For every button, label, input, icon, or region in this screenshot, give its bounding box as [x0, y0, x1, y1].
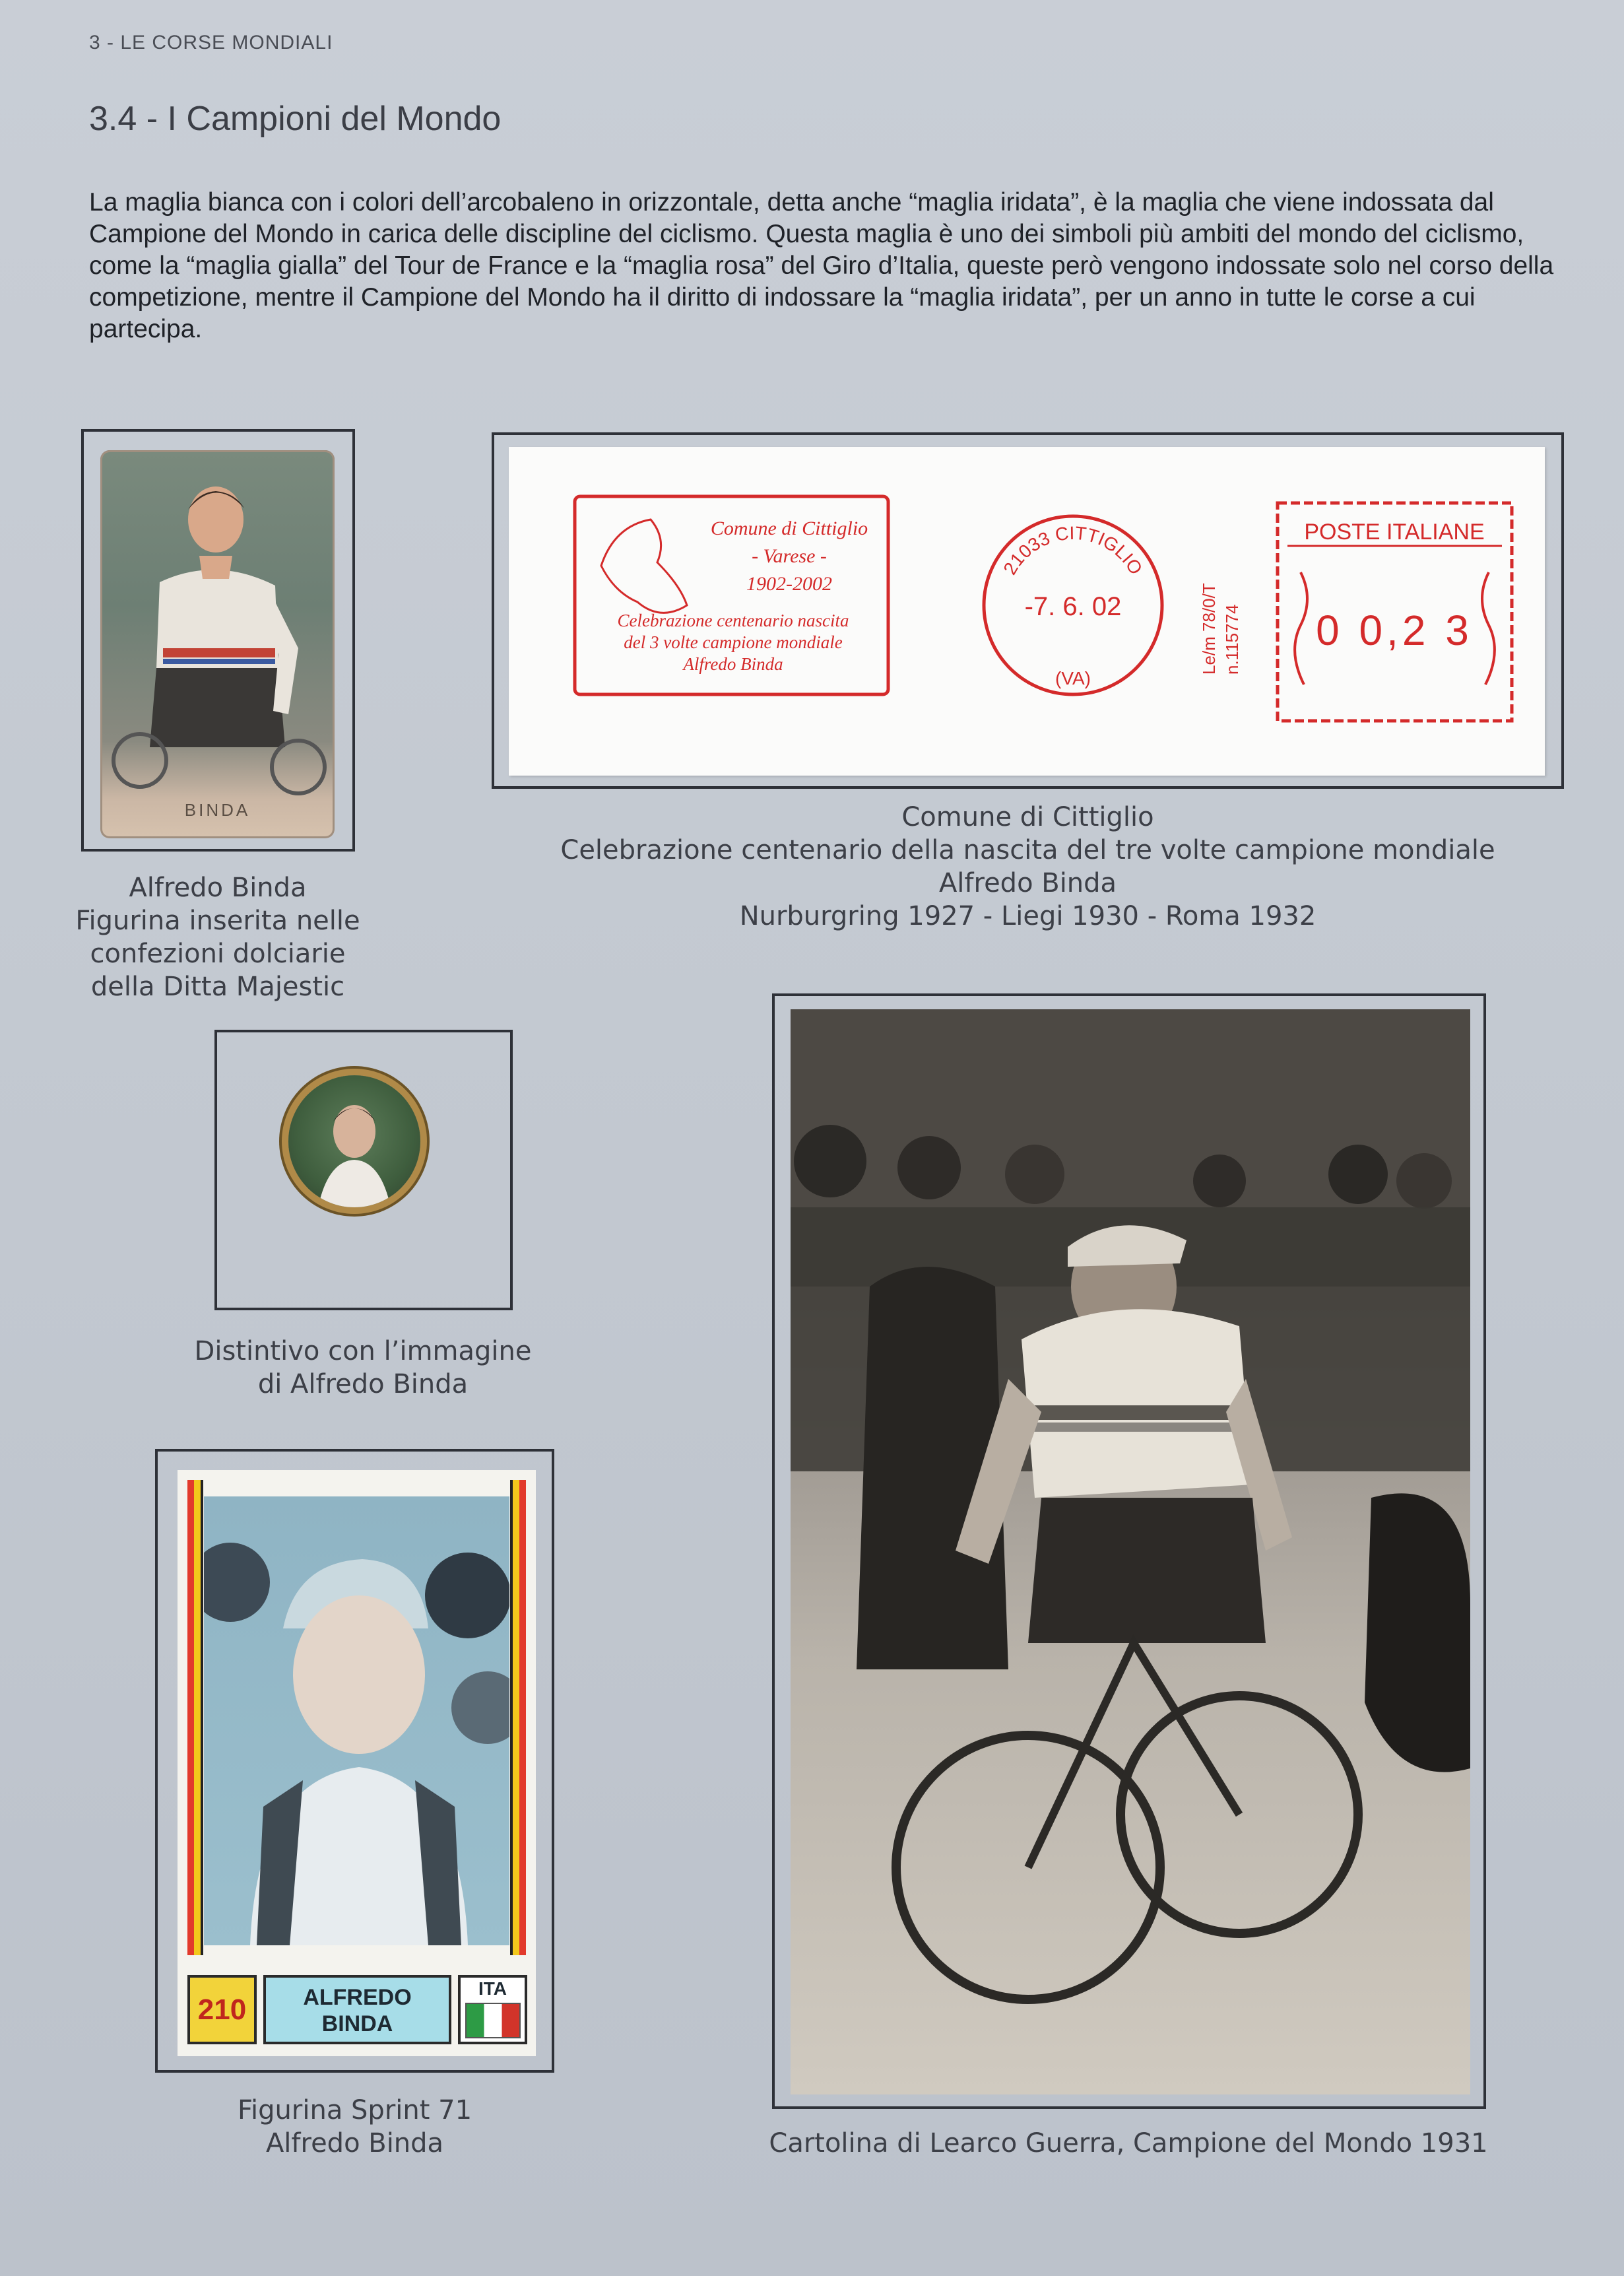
- badge-caption: Distintivo con l’immagine di Alfredo Binda: [194, 1336, 532, 1399]
- postmark-province: (VA): [1055, 668, 1091, 688]
- postmark-place: 21033 CITTIGLIO: [999, 522, 1147, 578]
- cachet-line-2: - Varese -: [752, 545, 827, 567]
- sprint-card-caption: Figurina Sprint 71 Alfredo Binda: [237, 2095, 472, 2159]
- intro-paragraph: La maglia bianca con i colori dell’arcobaleno in orizzontale, detta anche “maglia iridata”, è la maglia che viene indossata dal Campione del Mondo in carica delle discipline del ciclismo. Questa maglia è uno dei simboli più ambiti del mondo del ciclismo, come la “maglia gialla” del Tour de France e la “maglia rosa” del Giro d’Italia, queste però vengono indossate solo nel corso della competizione, mentre il Campione del Mondo ha il diritto di indossare la “maglia iridata”, per un anno in tutte le corse a cui partecipa.: [89, 188, 1554, 343]
- meter-cover-envelope: [509, 447, 1545, 776]
- section-title: 3.4 - I Campioni del Mondo: [89, 100, 502, 138]
- sprint-card-photo: [204, 1496, 509, 1945]
- cachet-line-6: Alfredo Binda: [683, 654, 783, 674]
- sprint-card: [178, 1470, 536, 2056]
- meter-cover-frame: [492, 432, 1564, 789]
- postmark-date: -7. 6. 02: [1024, 592, 1122, 621]
- sprint-card-country: ITA: [458, 1975, 527, 2044]
- stamp-value: 0 0,2 3: [1316, 607, 1473, 654]
- cachet-line-3: 1902-2002: [746, 573, 832, 595]
- majestic-card-frame: [81, 429, 355, 852]
- stamp-header: POSTE ITALIANE: [1304, 519, 1485, 545]
- majestic-card-image: [100, 450, 335, 838]
- chapter-header: 3 - LE CORSE MONDIALI: [89, 32, 333, 53]
- sprint-card-number: 210: [187, 1975, 257, 2044]
- postcard-photo: [791, 1009, 1470, 2094]
- italian-flag-icon: [467, 2004, 519, 2037]
- sprint-card-name: ALFREDO BINDA: [263, 1975, 451, 2044]
- postcard-caption: Cartolina di Learco Guerra, Campione del Mondo 1931: [769, 2128, 1488, 2159]
- cachet-line-5: del 3 volte campione mondiale: [624, 632, 843, 652]
- postcard-frame: [772, 993, 1486, 2109]
- machine-number: n.115774: [1222, 604, 1242, 675]
- badge-pin: [288, 1075, 420, 1207]
- majestic-card-label: BINDA: [184, 800, 251, 820]
- machine-id: Le/m 78/0/T: [1199, 583, 1219, 675]
- cachet-line-1: Comune di Cittiglio: [710, 518, 868, 539]
- cachet-line-4: Celebrazione centenario nascita: [617, 611, 849, 630]
- badge-frame: [214, 1030, 513, 1310]
- sprint-card-frame: [155, 1449, 554, 2073]
- majestic-card-caption: Alfredo Binda Figurina inserita nelle confezioni dolciarie della Ditta Majestic: [75, 873, 360, 1002]
- meter-cover-caption: Comune di Cittiglio Celebrazione centenario della nascita del tre volte campione mondiale Alfredo Binda Nurburgring 1927 - Liegi 1930 - Roma 1932: [560, 802, 1495, 931]
